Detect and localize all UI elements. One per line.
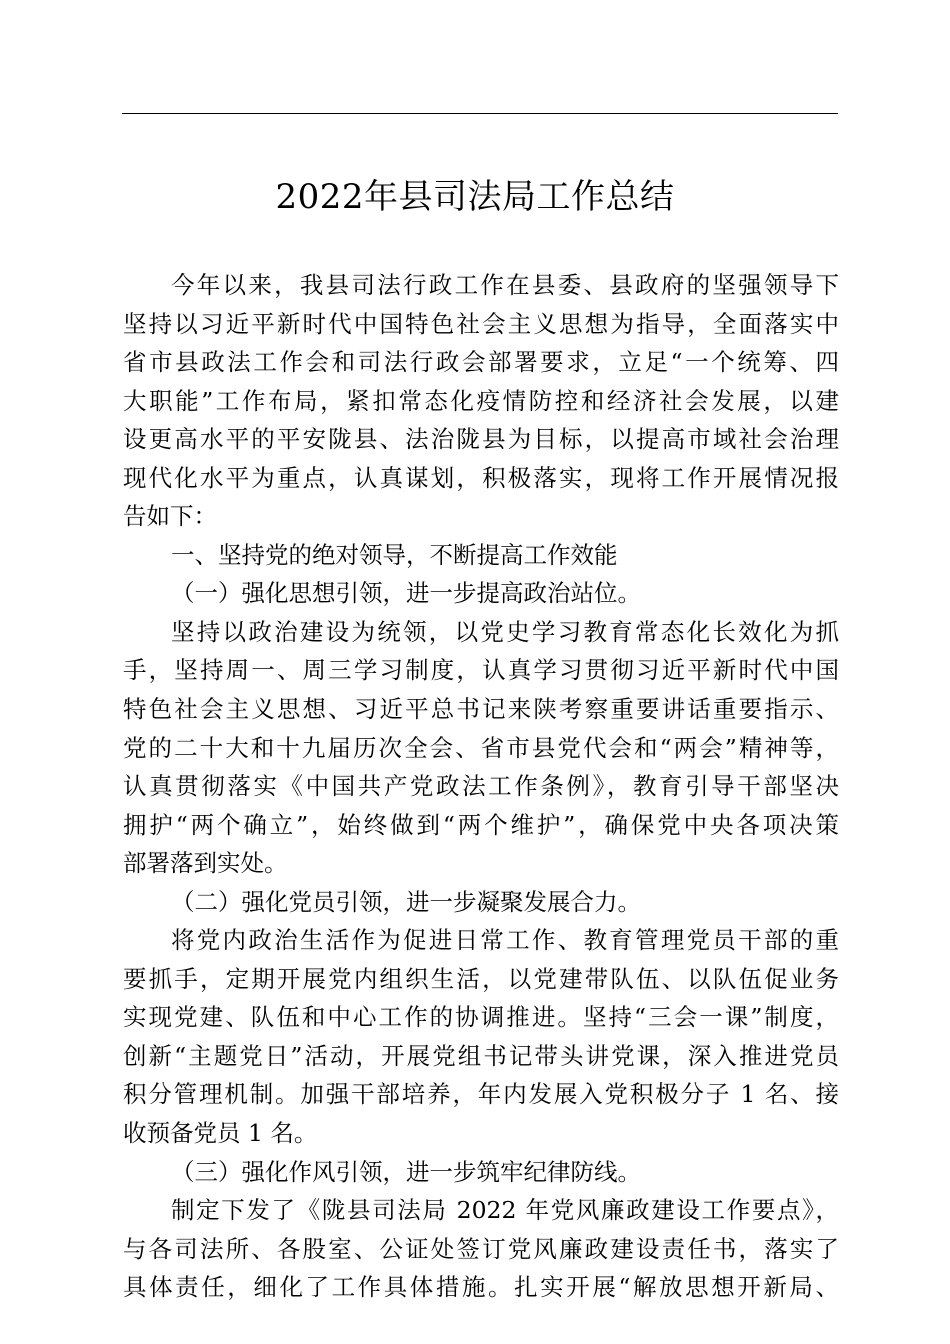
- text-line: （二）强化党员引领，进一步凝聚发展合力。: [171, 887, 641, 916]
- text-line: 要抓手，定期开展党内组织生活，以党建带队伍、以队伍促业务: [123, 964, 839, 993]
- text-line: 设更高水平的平安陇县、法治陇县为目标，以提高市域社会治理: [123, 425, 839, 454]
- header-rule: [122, 113, 838, 114]
- document-title: 2022年县司法局工作总结: [275, 177, 675, 217]
- text-line: 与各司法所、各股室、公证处签订党风廉政建设责任书，落实了: [123, 1234, 839, 1263]
- text-line: 一、坚持党的绝对领导，不断提高工作效能: [171, 540, 618, 569]
- text-line: 拥护“两个确立”，始终做到“两个维护”，确保党中央各项决策: [123, 810, 839, 839]
- text-line: 实现党建、队伍和中心工作的协调推进。坚持“三会一课”制度，: [123, 1003, 839, 1032]
- text-line: 党的二十大和十九届历次全会、省市县党代会和“两会”精神等，: [123, 733, 839, 762]
- text-line: 坚持以政治建设为统领，以党史学习教育常态化长效化为抓: [171, 617, 839, 646]
- text-line: 部署落到实处。: [123, 849, 288, 878]
- text-line: （三）强化作风引领，进一步筑牢纪律防线。: [171, 1157, 641, 1186]
- text-line: 大职能”工作布局，紧扣常态化疫情防控和经济社会发展，以建: [123, 386, 839, 415]
- text-line: 将党内政治生活作为促进日常工作、教育管理党员干部的重: [171, 926, 839, 955]
- text-line: 现代化水平为重点，认真谋划，积极落实，现将工作开展情况报: [123, 463, 839, 492]
- text-line: 认真贯彻落实《中国共产党政法工作条例》，教育引导干部坚决: [123, 772, 839, 801]
- document-body: [123, 266, 839, 1307]
- text-line: 收预备党员 1 名。: [123, 1119, 318, 1148]
- text-line: 具体责任，细化了工作具体措施。扎实开展“解放思想开新局、: [123, 1273, 839, 1302]
- text-line: 积分管理机制。加强干部培养，年内发展入党积极分子 1 名、接: [123, 1080, 839, 1109]
- text-line: 告如下：: [123, 502, 217, 531]
- text-line: 省市县政法工作会和司法行政会部署要求，立足“一个统筹、四: [123, 348, 839, 377]
- text-line: （一）强化思想引领，进一步提高政治站位。: [171, 579, 641, 608]
- text-line: 今年以来，我县司法行政工作在县委、县政府的坚强领导下: [171, 271, 839, 299]
- text-line: 坚持以习近平新时代中国特色社会主义思想为指导，全面落实中: [123, 309, 839, 338]
- text-line: 制定下发了《陇县司法局 2022 年党风廉政建设工作要点》，: [171, 1196, 839, 1225]
- text-line: 手，坚持周一、周三学习制度，认真学习贯彻习近平新时代中国: [123, 656, 839, 685]
- text-line: 创新“主题党日”活动，开展党组书记带头讲党课，深入推进党员: [123, 1041, 839, 1070]
- text-line: 特色社会主义思想、习近平总书记来陕考察重要讲话重要指示、: [123, 695, 839, 724]
